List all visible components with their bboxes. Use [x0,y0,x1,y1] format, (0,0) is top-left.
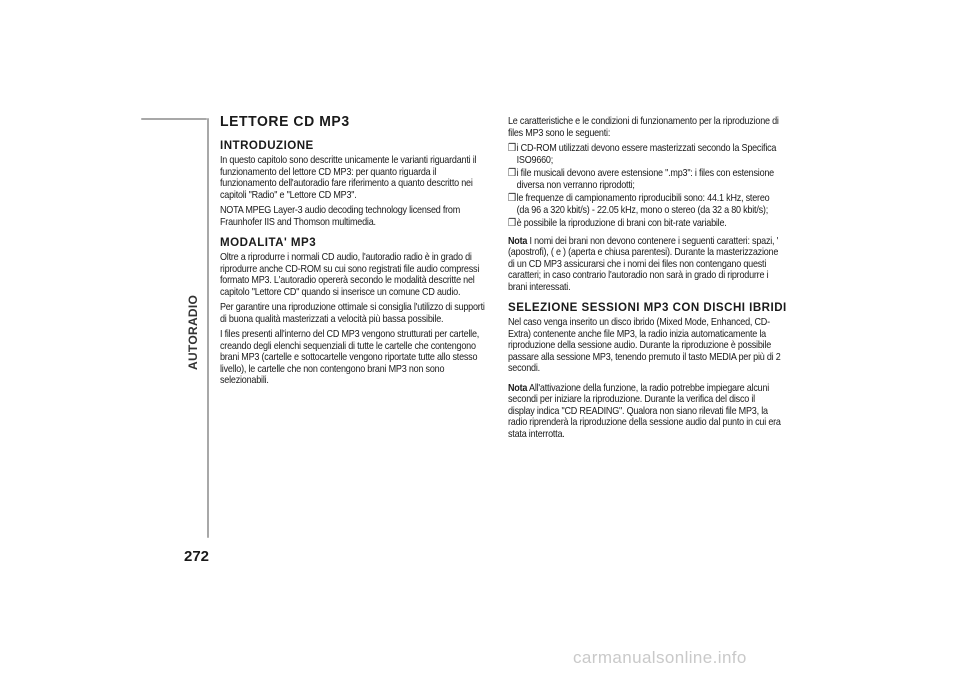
paragraph: Le caratteristiche e le condizioni di funzionamento per la riproduzione di files MP3 sono le seguenti: [508,115,779,139]
heading-selezione-sessioni: SELEZIONE SESSIONI MP3 CON DISCHI IBRIDI [508,300,787,314]
paragraph: Oltre a riprodurre i normali CD audio, l'autoradio radio è in grado di riprodurre anche CD-ROM su cui sono registrati file audio compressi formato MP3. L'autoradio opererà secondo le modalità descritte nel capitolo "Lettore CD" quando si inserisce un comune CD audio. [220,251,480,298]
note-paragraph: Nota I nomi dei brani non devono contenere i seguenti caratteri: spazi, ' (apostrofi), ( e ) (aperta e chiusa parentesi). Durante la masterizzazione di un CD MP3 assicurarsi che i nomi dei files non contengano questi caratteri; in caso contrario l'autoradio non sarà in grado di riprodurre i brani interessati. [508,234,779,293]
page-frame-top [141,118,207,120]
note-label: Nota [508,381,528,394]
left-column [220,114,493,391]
paragraph: In questo capitolo sono descritte unicamente le varianti riguardanti il funzionamento del lettore CD MP3: per quanto riguarda il funzionamento dell'autoradio fare riferimento a quanto descritto nei capitoli "Radio" e "Lettore CD MP3". [220,154,477,201]
right-column [508,115,787,444]
heading-introduzione: INTRODUZIONE [220,138,314,152]
paragraph: Nel caso venga inserito un disco ibrido (Mixed Mode, Enhanced, CD-Extra) contenente anche file MP3, la radio inizia automaticamente la riproduzione della sessione audio. Durante la riproduzione è possibile passare alla sessione MP3, tenendo premuto il tasto MEDIA per più di 2 secondi. [508,316,781,374]
chapter-title: LETTORE CD MP3 [220,114,350,130]
checkbox-bullet-icon: ❒ [508,192,516,204]
note-paragraph: Nota All'attivazione della funzione, la radio potrebbe impiegare alcuni secondi per iniziare la riproduzione. Durante la verifica del disco il display indica "CD READING". Qualora non siano rilevati file MP3, la radio riprenderà la riproduzione della sessione audio dal punto in cui era stata interrotta. [508,381,781,440]
paragraph: I files presenti all'interno del CD MP3 vengono strutturati per cartelle, creando degli elenchi sequenziali di tutte le cartelle che contengono brani MP3 (cartelle e sottocartelle vengono riportate tutte allo stesso livello), le cartelle che non contengono brani MP3 non sono selezionabili. [220,328,480,386]
checkbox-bullet-icon: ❒ [508,167,516,179]
paragraph: Per garantire una riproduzione ottimale si consiglia l'utilizzo di supporti di buona qualità masterizzati a velocità più bassa possibile. [220,301,485,325]
list-item: ❒ i CD-ROM utilizzati devono essere masterizzati secondo la Specifica ISO9660; [508,142,777,166]
checkbox-bullet-icon: ❒ [508,217,516,229]
paragraph: NOTA MPEG Layer-3 audio decoding technology licensed from Fraunhofer IIS and Thomson multimedia. [220,204,461,228]
page-number: 272 [184,548,210,565]
section-tab-label: AUTORADIO [186,294,200,370]
heading-modalita-mp3: MODALITA' MP3 [220,235,317,249]
list-item: ❒ le frequenze di campionamento riproducibili sono: 44.1 kHz, stereo (da 96 a 320 kbit/s) - 22.05 kHz, mono o stereo (da 32 a 80 kbit/s); [508,192,770,216]
checkbox-bullet-icon: ❒ [508,142,516,154]
watermark-text: carmanualsonline.info [573,648,747,667]
list-item: ❒ i file musicali devono avere estensione ".mp3": i files con estensione diversa non verranno riprodotti; [508,167,774,191]
note-label: Nota [508,234,528,247]
page-frame-side [207,118,209,538]
list-item: ❒ è possibile la riproduzione di brani con bit-rate variabile. [508,217,727,229]
